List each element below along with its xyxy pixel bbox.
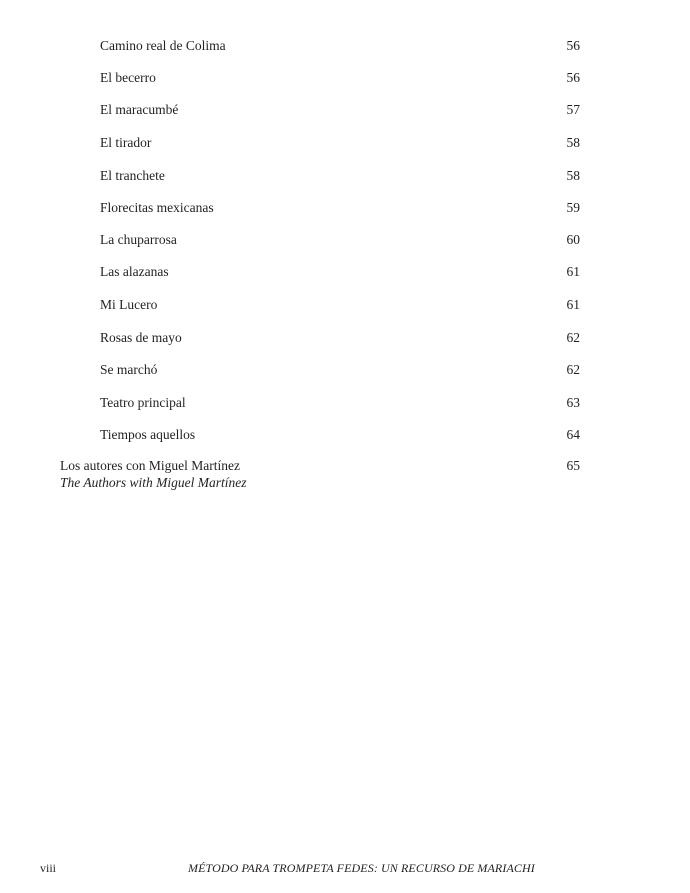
toc-entry-title: El maracumbé	[100, 102, 179, 117]
toc-entry-page: 62	[566, 330, 580, 345]
toc-entry-title: Camino real de Colima	[100, 38, 226, 53]
toc-entry-title: Mi Lucero	[100, 297, 158, 312]
page-number: viii	[40, 861, 57, 875]
toc-entry-subtitle: The Authors with Miguel Martínez	[60, 475, 247, 490]
toc-entry-title: El tranchete	[100, 168, 165, 183]
toc-entry-title: El tirador	[100, 135, 152, 150]
toc-entry-page: 65	[566, 458, 580, 473]
toc-entry-title: Florecitas mexicanas	[100, 200, 214, 215]
toc-entry-title: Las alazanas	[100, 264, 169, 279]
toc-entry	[0, 36, 690, 56]
toc-entry-page: 60	[566, 232, 580, 247]
toc-entry	[0, 295, 690, 315]
toc-entry-page: 58	[566, 135, 580, 150]
toc-entry	[0, 425, 690, 445]
toc-entry-page: 64	[566, 427, 580, 442]
toc-entry	[0, 166, 690, 186]
toc-entry	[0, 100, 690, 120]
toc-entry	[0, 230, 690, 250]
toc-entry	[0, 360, 690, 380]
toc-entry-title: Rosas de mayo	[100, 330, 182, 345]
toc-entry-page: 58	[566, 168, 580, 183]
toc-entry-page: 61	[566, 297, 580, 312]
toc-entry	[0, 133, 690, 153]
toc-entry-title: Los autores con Miguel Martínez	[60, 458, 240, 473]
toc-entry-title: Tiempos aquellos	[100, 427, 196, 442]
toc-entry-title: El becerro	[100, 70, 156, 85]
toc-entry-title: Se marchó	[100, 362, 158, 377]
toc-entry-page: 56	[566, 38, 580, 53]
page-footer	[0, 858, 690, 878]
toc-entry-page: 56	[566, 70, 580, 85]
toc-entry	[0, 262, 690, 282]
toc-entry-title: La chuparrosa	[100, 232, 177, 247]
toc-entry-page: 62	[566, 362, 580, 377]
toc-entry	[0, 68, 690, 88]
toc-entry-page: 63	[566, 395, 580, 410]
toc-entry	[0, 328, 690, 348]
toc-entry-title: Teatro principal	[100, 395, 186, 410]
running-title: MÉTODO PARA TROMPETA FEDES: UN RECURSO DE MARIACHI	[188, 861, 535, 875]
toc-entry-page: 59	[566, 200, 580, 215]
toc-entry	[0, 198, 690, 218]
toc-entry	[0, 393, 690, 413]
toc-entry-page: 57	[566, 102, 580, 117]
toc-entry-page: 61	[566, 264, 580, 279]
